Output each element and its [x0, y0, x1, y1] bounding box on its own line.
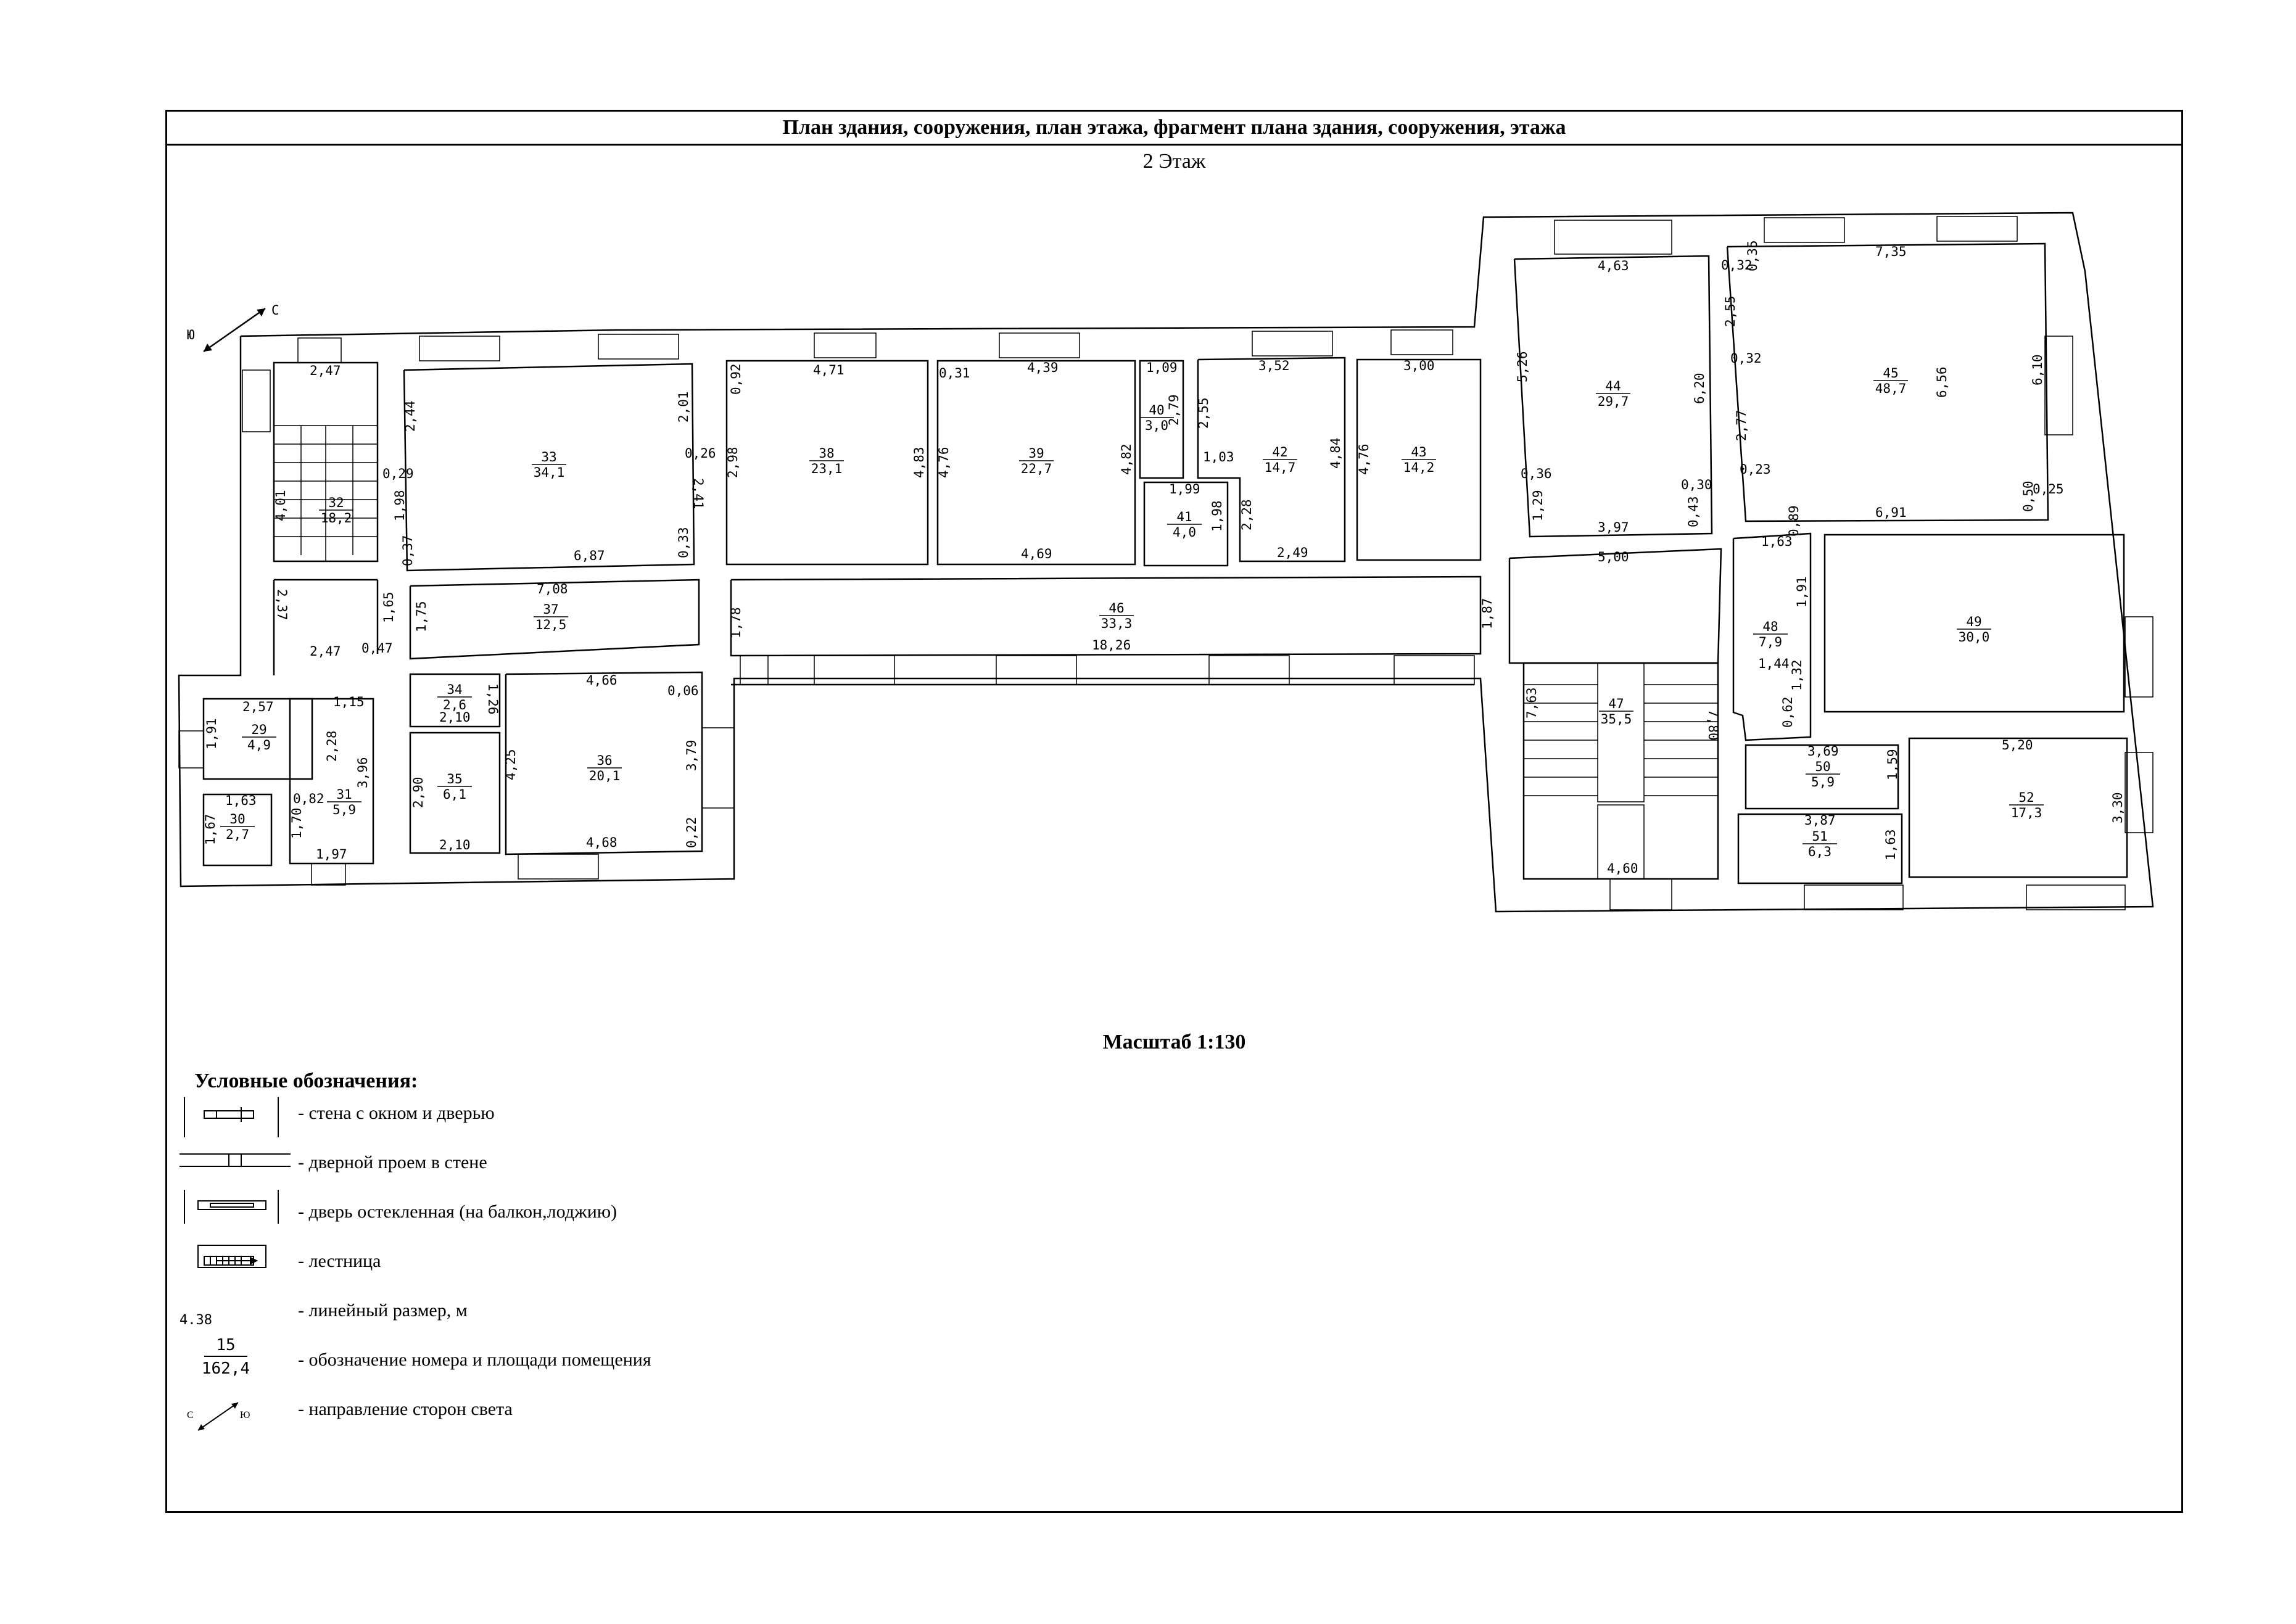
room-area: 35,5 [1600, 712, 1632, 727]
room-area: 14,7 [1264, 460, 1296, 475]
dim-label: 1,99 [1169, 482, 1200, 497]
room-number: 29 [251, 722, 267, 737]
room-36-label [587, 753, 622, 783]
plan-compass-arrow [187, 303, 279, 352]
svg-text:162,4: 162,4 [201, 1359, 250, 1378]
dim-label: 0,22 [684, 817, 699, 848]
dim-label: 4,01 [273, 490, 288, 521]
dim-label: 0,32 [1730, 351, 1762, 366]
scale-label: Масштаб 1:130 [1102, 1031, 1246, 1053]
room-37-label [534, 602, 568, 632]
dim-label: 2,47 [310, 363, 341, 378]
legend-item-wall: - стена с окном и дверью [298, 1103, 495, 1123]
dim-label: 6,20 [1692, 373, 1707, 404]
room-31-label [327, 787, 361, 817]
dim-label: 7,35 [1875, 244, 1907, 259]
room-number: 44 [1605, 379, 1621, 394]
dim-label: 3,97 [1598, 520, 1629, 535]
legend-item-stairs: - лестница [298, 1251, 381, 1271]
dim-label: 2,41 [691, 478, 706, 509]
room-44-label [1596, 379, 1630, 409]
dim-label: 0,26 [685, 446, 716, 461]
dim-label: 1,75 [414, 601, 429, 632]
dim-label: 6,10 [2030, 354, 2045, 385]
dim-label: 1,63 [1883, 829, 1898, 860]
dim-label: 0,23 [1740, 462, 1771, 477]
legend-item-doorway: - дверной проем в стене [298, 1152, 487, 1173]
room-number: 39 [1028, 446, 1044, 461]
plan-walls [179, 213, 2153, 912]
dim-label: 2,10 [439, 838, 471, 852]
room-area: 22,7 [1020, 461, 1052, 476]
dim-label: 0,30 [1681, 477, 1712, 492]
room-number: 35 [447, 772, 463, 786]
dim-label: 1,70 [289, 807, 304, 839]
svg-text:С: С [187, 1410, 194, 1420]
legend-dimension-sample: 4.38 [180, 1313, 212, 1328]
room-34-label [437, 682, 472, 712]
dim-label: 3,00 [1403, 358, 1435, 373]
room-49-label [1957, 614, 1991, 645]
room-33-label [532, 450, 566, 480]
dim-label: 1,78 [729, 607, 743, 638]
compass-south-label: Ю [187, 328, 195, 342]
room-38-label [809, 446, 844, 476]
dim-label: 4,82 [1119, 443, 1134, 475]
dim-label: 0,37 [400, 535, 415, 566]
dim-label: 0,29 [382, 466, 414, 481]
dim-label: 2,79 [1167, 394, 1181, 426]
room-43-label [1402, 445, 1436, 475]
room-area: 17,3 [2010, 806, 2042, 820]
dim-label: 0,36 [1521, 466, 1552, 481]
room-area: 18,2 [320, 511, 352, 526]
dim-label: 3,30 [2110, 792, 2125, 823]
floor-label: 2 Этаж [1142, 150, 1206, 173]
dim-label: 1,91 [1794, 576, 1809, 608]
room-41-label [1167, 509, 1202, 540]
dim-label: 5,00 [1598, 550, 1629, 564]
dim-label: 4,63 [1598, 258, 1629, 273]
dim-label: 0,31 [939, 366, 970, 381]
room-area: 4,0 [1173, 525, 1196, 540]
dim-label: 0,06 [667, 683, 699, 698]
dim-label: 2,55 [1196, 397, 1211, 429]
room-area: 5,9 [1811, 775, 1835, 789]
legend-item-glazed-door: - дверь остекленная (на балкон,лоджию) [298, 1202, 617, 1222]
dim-label: 4,60 [1607, 861, 1638, 876]
dim-label: 0,62 [1780, 696, 1795, 728]
dim-label: 1,65 [381, 591, 396, 623]
dim-label: 4,39 [1027, 360, 1059, 375]
dim-label: 0,47 [361, 641, 393, 656]
room-number: 34 [447, 682, 463, 697]
dim-label: 1,63 [1761, 534, 1793, 549]
room-area: 23,1 [811, 461, 843, 476]
room-51-label [1803, 829, 1837, 859]
room-number: 42 [1272, 445, 1288, 460]
dim-label: 4,83 [912, 447, 927, 478]
dim-label: 0,35 [1745, 240, 1760, 271]
room-46-label [1099, 601, 1134, 631]
room-area: 4,9 [247, 738, 271, 752]
room-50-label [1806, 759, 1840, 789]
dim-label: 7,63 [1524, 687, 1539, 719]
dim-label: 6,91 [1875, 505, 1907, 520]
room-labels [220, 366, 2044, 859]
room-35-label [437, 772, 472, 802]
dim-label: 2,01 [676, 391, 691, 422]
dim-label: 6,87 [574, 548, 605, 563]
legend-title: Условные обозначения: [194, 1070, 418, 1092]
dim-label: 1,87 [1480, 598, 1495, 629]
dim-label: 1,97 [316, 847, 347, 862]
room-area: 6,1 [443, 787, 466, 802]
dim-label: 2,37 [275, 589, 289, 620]
room-number: 38 [819, 446, 835, 461]
room-number: 31 [336, 787, 352, 802]
room-48-label [1753, 619, 1788, 649]
room-area: 2,7 [226, 827, 249, 842]
dim-label: 2,98 [725, 447, 740, 478]
dim-label: 2,28 [324, 730, 339, 762]
dim-label: 7,08 [537, 582, 568, 596]
dim-label: 4,69 [1021, 546, 1052, 561]
room-area: 48,7 [1875, 381, 1907, 396]
room-42-label [1263, 445, 1297, 475]
dim-label: 0,43 [1686, 496, 1701, 527]
dim-label: 3,69 [1807, 744, 1839, 759]
dim-label: 5,20 [2002, 738, 2033, 752]
dim-label: 1,03 [1203, 450, 1234, 464]
room-area: 33,3 [1101, 616, 1133, 631]
room-number: 40 [1149, 403, 1165, 418]
drawing-title: План здания, сооружения, план этажа, фрагмент плана здания, сооружения, этажа [167, 112, 2181, 146]
dim-label: 2,55 [1723, 295, 1738, 327]
dim-label: 1,09 [1146, 360, 1178, 375]
dim-label: 4,76 [936, 447, 951, 478]
room-number: 36 [597, 753, 613, 768]
dim-label: 3,96 [355, 757, 370, 788]
room-area: 14,2 [1403, 460, 1435, 475]
dim-label: 1,98 [392, 490, 407, 521]
dim-label: 4,25 [503, 749, 518, 780]
dim-label: 1,32 [1790, 659, 1804, 691]
dim-label: 1,44 [1758, 656, 1790, 671]
dim-label: 7,80 [1706, 709, 1720, 741]
svg-text:15: 15 [216, 1336, 236, 1354]
dim-label: 2,49 [1277, 545, 1308, 560]
dim-label: 0,82 [293, 791, 324, 806]
dim-label: 2,28 [1239, 499, 1254, 530]
room-area: 12,5 [535, 617, 567, 632]
dim-label: 2,77 [1734, 410, 1749, 441]
dim-label: 4,84 [1328, 437, 1343, 469]
dim-label: 0,25 [2033, 482, 2064, 497]
legend-item-room-id: - обозначение номера и площади помещения [298, 1350, 651, 1370]
room-number: 45 [1883, 366, 1899, 381]
svg-text:Ю: Ю [240, 1410, 250, 1420]
dim-label: 3,52 [1258, 358, 1290, 373]
room-area: 3,0 [1145, 418, 1168, 433]
dim-label: 2,57 [242, 699, 274, 714]
room-area: 29,7 [1597, 394, 1629, 409]
dim-label: 6,56 [1935, 366, 1949, 398]
dim-label: 4,68 [586, 835, 617, 850]
dimension-labels [203, 240, 2125, 876]
room-number: 50 [1815, 759, 1831, 774]
dim-label: 4,66 [586, 673, 617, 688]
room-52-label [2009, 790, 2044, 820]
dim-label: 1,15 [333, 695, 365, 709]
dim-label: 1,67 [203, 814, 218, 845]
room-29-label [242, 722, 276, 752]
dim-label: 1,29 [1530, 490, 1545, 521]
room-number: 43 [1411, 445, 1427, 460]
room-area: 34,1 [533, 465, 565, 480]
legend-item-compass: - направление сторон света [298, 1399, 513, 1419]
room-number: 51 [1812, 829, 1828, 844]
compass-north-label: С [271, 303, 279, 318]
room-number: 33 [541, 450, 557, 464]
dim-label: 0,92 [729, 363, 743, 395]
dim-label: 2,47 [310, 644, 341, 659]
room-number: 52 [2018, 790, 2034, 805]
dim-label: 4,71 [813, 363, 844, 377]
dim-label: 2,44 [403, 400, 418, 432]
room-47-label [1599, 696, 1633, 727]
dim-label: 3,87 [1804, 813, 1836, 828]
dim-label: 0,50 [2021, 480, 2036, 512]
room-number: 41 [1176, 509, 1192, 524]
dim-label: 1,59 [1885, 749, 1900, 780]
dim-label: 0,32 [1721, 258, 1753, 273]
dim-label: 1,63 [225, 793, 257, 808]
dim-label: 2,10 [439, 710, 471, 725]
dim-label: 18,26 [1092, 638, 1131, 653]
room-30-label [220, 812, 255, 842]
room-number: 46 [1109, 601, 1125, 616]
room-area: 6,3 [1808, 844, 1831, 859]
room-area: 2,6 [443, 698, 466, 712]
room-area: 7,9 [1759, 635, 1782, 649]
legend-item-dimension: - линейный размер, м [298, 1300, 468, 1321]
dim-label: 4,76 [1357, 443, 1371, 475]
room-number: 49 [1966, 614, 1982, 629]
dim-label: 0,89 [1786, 505, 1801, 537]
dim-label: 3,79 [684, 740, 699, 771]
room-number: 47 [1608, 696, 1624, 711]
room-39-label [1019, 446, 1054, 476]
room-area: 30,0 [1958, 630, 1990, 645]
room-number: 37 [543, 602, 559, 617]
room-area: 20,1 [588, 769, 621, 783]
dim-label: 0,33 [676, 527, 691, 558]
room-area: 5,9 [332, 802, 356, 817]
room-number: 30 [229, 812, 246, 826]
dim-label: 2,90 [411, 777, 426, 808]
dim-label: 1,26 [485, 683, 500, 715]
dim-label: 5,26 [1515, 351, 1530, 382]
room-45-label [1873, 366, 1908, 396]
room-number: 32 [328, 495, 344, 510]
dim-label: 1,98 [1210, 500, 1224, 532]
room-number: 48 [1762, 619, 1778, 634]
dim-label: 1,91 [204, 718, 219, 749]
